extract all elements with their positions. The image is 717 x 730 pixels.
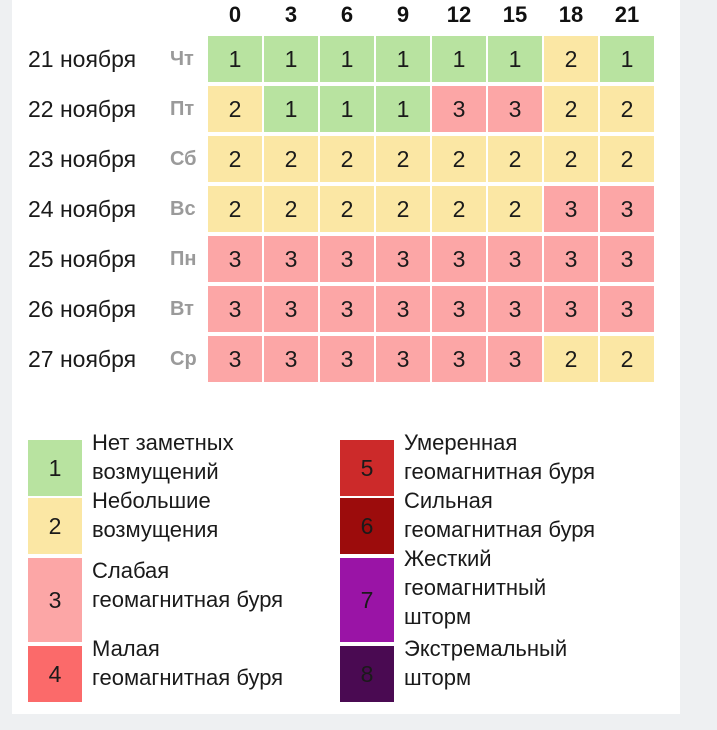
kp-cell: 3 <box>376 336 430 382</box>
kp-cell: 3 <box>544 236 598 282</box>
forecast-row <box>12 236 680 282</box>
row-weekday: Чт <box>170 48 194 70</box>
kp-cell: 1 <box>264 36 318 82</box>
forecast-row <box>12 136 680 182</box>
hour-header <box>12 0 680 30</box>
row-date: 26 ноября <box>28 296 137 322</box>
row-weekday: Сб <box>170 148 197 170</box>
kp-cell: 3 <box>432 286 486 332</box>
forecast-card <box>12 0 680 714</box>
kp-cell: 1 <box>600 36 654 82</box>
kp-cell: 3 <box>488 236 542 282</box>
kp-cell: 2 <box>320 136 374 182</box>
kp-cell: 2 <box>488 186 542 232</box>
row-date: 24 ноября <box>28 196 137 222</box>
kp-cell: 2 <box>600 136 654 182</box>
row-date: 25 ноября <box>28 246 137 272</box>
legend-swatch: 1 <box>28 440 82 496</box>
forecast-row <box>12 286 680 332</box>
kp-cell: 1 <box>376 36 430 82</box>
row-weekday: Пт <box>170 98 195 120</box>
legend-swatch: 7 <box>340 558 394 642</box>
row-date: 21 ноября <box>28 46 137 72</box>
hour-label: 3 <box>284 2 298 27</box>
kp-cell: 3 <box>320 286 374 332</box>
kp-cell: 3 <box>544 186 598 232</box>
kp-cell: 2 <box>208 136 262 182</box>
legend-label: Жесткий геомагнитный шторм <box>404 546 547 629</box>
kp-cell: 2 <box>544 136 598 182</box>
kp-cell: 3 <box>208 286 262 332</box>
legend-label: Слабая геомагнитная буря <box>92 558 284 612</box>
kp-cell: 2 <box>488 136 542 182</box>
row-weekday: Пн <box>170 248 197 270</box>
forecast-row <box>12 186 680 232</box>
legend-label: Сильная геомагнитная буря <box>404 488 596 542</box>
row-weekday: Вт <box>170 298 194 320</box>
legend-label: Нет заметных возмущений <box>92 430 234 484</box>
kp-cell: 2 <box>264 186 318 232</box>
row-date: 22 ноября <box>28 96 137 122</box>
kp-cell: 3 <box>488 286 542 332</box>
kp-cell: 3 <box>600 236 654 282</box>
kp-cell: 3 <box>488 336 542 382</box>
legend-swatch: 5 <box>340 440 394 496</box>
kp-cell: 3 <box>264 236 318 282</box>
kp-cell: 3 <box>432 336 486 382</box>
row-weekday: Ср <box>170 348 197 370</box>
legend-item <box>28 558 358 642</box>
kp-cell: 2 <box>432 186 486 232</box>
kp-cell: 3 <box>488 86 542 132</box>
kp-cell: 2 <box>432 136 486 182</box>
kp-cell: 1 <box>320 36 374 82</box>
legend <box>12 430 680 705</box>
kp-cell: 3 <box>208 236 262 282</box>
kp-cell: 3 <box>320 236 374 282</box>
legend-label: Умеренная геомагнитная буря <box>404 430 596 484</box>
legend-label: Экстремальный шторм <box>404 636 568 690</box>
forecast-row <box>12 86 680 132</box>
kp-cell: 2 <box>376 136 430 182</box>
row-date: 27 ноября <box>28 346 137 372</box>
forecast-row <box>12 36 680 82</box>
kp-cell: 2 <box>208 186 262 232</box>
kp-cell: 3 <box>600 286 654 332</box>
legend-label: Малая геомагнитная буря <box>92 636 284 690</box>
hour-label: 12 <box>446 2 472 27</box>
hour-label: 9 <box>396 2 410 27</box>
kp-cell: 3 <box>376 236 430 282</box>
kp-cell: 3 <box>264 286 318 332</box>
legend-swatch: 4 <box>28 646 82 702</box>
kp-cell: 3 <box>432 86 486 132</box>
kp-cell: 2 <box>376 186 430 232</box>
kp-cell: 1 <box>432 36 486 82</box>
kp-cell: 2 <box>544 36 598 82</box>
hour-label: 6 <box>340 2 354 27</box>
kp-cell: 3 <box>208 336 262 382</box>
kp-cell: 1 <box>488 36 542 82</box>
legend-item <box>28 488 358 554</box>
legend-item <box>340 546 670 642</box>
forecast-row <box>12 336 680 382</box>
kp-cell: 1 <box>320 86 374 132</box>
kp-cell: 3 <box>600 186 654 232</box>
legend-item <box>340 636 670 702</box>
kp-cell: 1 <box>208 36 262 82</box>
legend-swatch: 3 <box>28 558 82 642</box>
hour-label: 15 <box>502 2 528 27</box>
kp-cell: 3 <box>320 336 374 382</box>
row-date: 23 ноября <box>28 146 137 172</box>
row-weekday: Вс <box>170 198 196 220</box>
legend-swatch: 6 <box>340 498 394 554</box>
kp-cell: 3 <box>376 286 430 332</box>
legend-swatch: 8 <box>340 646 394 702</box>
hour-label: 0 <box>228 2 242 27</box>
hour-label: 21 <box>614 2 640 27</box>
legend-item <box>28 636 358 702</box>
kp-cell: 1 <box>376 86 430 132</box>
kp-cell: 2 <box>544 86 598 132</box>
kp-cell: 2 <box>600 86 654 132</box>
kp-cell: 2 <box>600 336 654 382</box>
kp-cell: 1 <box>264 86 318 132</box>
hour-label: 18 <box>558 2 584 27</box>
kp-cell: 2 <box>544 336 598 382</box>
kp-cell: 2 <box>264 136 318 182</box>
kp-cell: 3 <box>544 286 598 332</box>
kp-cell: 3 <box>432 236 486 282</box>
kp-cell: 2 <box>208 86 262 132</box>
kp-cell: 3 <box>264 336 318 382</box>
legend-swatch: 2 <box>28 498 82 554</box>
legend-label: Небольшие возмущения <box>92 488 219 542</box>
kp-cell: 2 <box>320 186 374 232</box>
